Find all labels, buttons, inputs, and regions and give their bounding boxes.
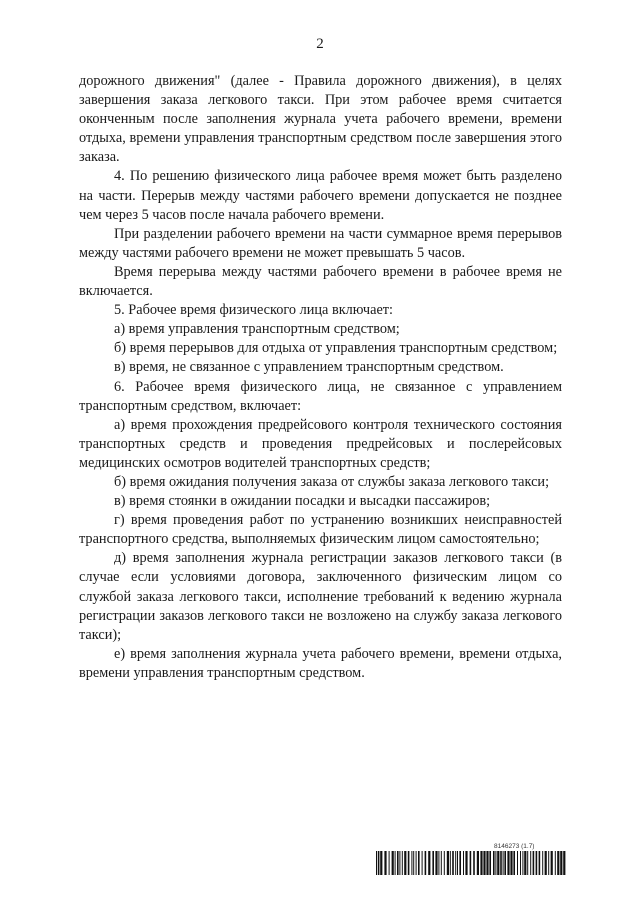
paragraph: При разделении рабочего времени на части суммарное время перерывов между частями рабочего времени не может превышать 5 часов. <box>79 225 562 261</box>
list-item: а) время прохождения предрейсового контроля технического состояния транспортных средств и проведения предрейсовых и послерейсовых медицинских осмотров водителей транспортных средств; <box>79 416 562 471</box>
list-item: г) время проведения работ по устранению возникших неисправностей транспортного средства, выполняемых физическим лицом самостоятельно; <box>79 512 562 548</box>
list-item: е) время заполнения журнала учета рабочего времени, времени отдыха, времени управления транспортным средством. <box>79 645 562 681</box>
list-item: д) время заполнения журнала регистрации заказов легкового такси (в случае если условиями договора, заключенного физическим лицом со службой заказа легкового такси, исполнение требований к ведению журнала регистрации заказов легкового такси не возложено на службу заказа легкового такси); <box>79 550 562 643</box>
document-body <box>79 72 562 683</box>
paragraph: Время перерыва между частями рабочего времени в рабочее время не включается. <box>79 263 562 300</box>
list-item: б) время ожидания получения заказа от службы заказа легкового такси; <box>114 473 550 490</box>
paragraph-item-4: 4. По решению физического лица рабочее время может быть разделено на части. Перерыв между частями рабочего времени допускается не позднее чем через 5 часов после начала рабочего времени. <box>79 168 562 223</box>
paragraph-item-5: 5. Рабочее время физического лица включает: <box>114 302 394 319</box>
paragraph-continuation: дорожного движения" (далее - Правила дорожного движения), в целях завершения заказа легкового такси. При этом рабочее время считается оконченным после заполнения журнала учета рабочего времени, времени отдыха, времени управления транспортным средством после завершения этого заказа. <box>79 73 562 166</box>
list-item: в) время, не связанное с управлением транспортным средством. <box>114 359 504 376</box>
list-item: б) время перерывов для отдыха от управления транспортным средством; <box>114 340 558 357</box>
paragraph-item-6: 6. Рабочее время физического лица, не связанное с управлением транспортным средством, включает: <box>79 378 562 414</box>
document-code: 8146273 (1.7) <box>494 843 535 850</box>
barcode-icon <box>376 851 566 875</box>
list-item: в) время стоянки в ожидании посадки и высадки пассажиров; <box>114 493 491 510</box>
page-number: 2 <box>316 36 324 52</box>
list-item: а) время управления транспортным средством; <box>114 321 400 338</box>
